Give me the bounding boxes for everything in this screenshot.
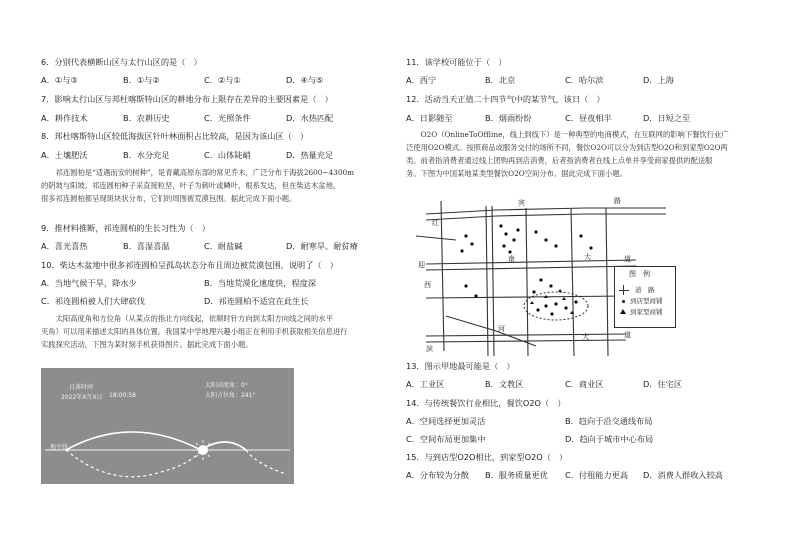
passage-line: 务。下图为中国某地某类型餐饮O2O空间分布。据此完成下面小题。 [406, 169, 627, 178]
o2o-distribution-map [406, 196, 676, 356]
q11-stem: 11．该学校可能位于（ ） [406, 57, 507, 67]
road-label: 宾 [518, 199, 525, 207]
q14-stem: 14．与传统餐饮行业相比，餐饮O2O（ ） [406, 398, 566, 408]
q7-option-d: D．水热匹配 [286, 113, 334, 123]
q12-option-a: A．日影随至 [406, 113, 453, 123]
q10-stem: 10．柴达木盆地中很多祁连圆柏呈孤岛状态分布且周边被荒漠包围，说明了（ ） [41, 260, 338, 270]
passage-line: O2O（OnlineToOffline，线上到线下）是一种典型的电商模式，在互联网的影响下餐饮行业广 [406, 130, 729, 139]
horizon-label: 地平线 [50, 444, 69, 451]
q7-option-c: C．光照条件 [204, 113, 251, 123]
q14-option-b: B．趋向于沿交通线布局 [565, 416, 653, 426]
phone-sun-screenshot [41, 368, 294, 484]
q7-option-a: A．耕作技术 [41, 113, 88, 123]
legend-home-label: 到家型商铺 [630, 308, 663, 316]
q12-option-b: B．烟雨纷纷 [485, 113, 532, 123]
legend-road-label: 道 路 [635, 286, 655, 294]
q11-option-a: A．西宁 [406, 75, 437, 85]
road-label: 河 [498, 325, 505, 333]
q13-stem: 13．图示甲地最可能是（ ） [406, 361, 515, 371]
passage-solar-angles [41, 312, 347, 351]
q9-option-d: D．耐寒旱、耐贫瘠 [286, 241, 358, 251]
q11-option-d: D．上海 [643, 75, 674, 85]
road-label: 大 [584, 253, 591, 261]
q10-option-b: B．当地荒漠化速度快，程度深 [204, 278, 317, 288]
q12-option-c: C．昼夜相半 [565, 113, 612, 123]
road-label: 西 [424, 281, 431, 289]
passage-line: 泛使用O2O模式。按照商品或服务交付的场所不同，餐饮O2O可以分为到店型O2O和到家型O2O两 [406, 143, 728, 152]
q7-option-b: B．农耕历史 [123, 113, 170, 123]
store-type-markers [460, 224, 622, 315]
road-label: 路 [614, 197, 621, 205]
q10-option-d: D．祁连圆柏不适宜在此生长 [204, 296, 309, 306]
azimuth-label: 太阳方位角：241° [205, 392, 256, 399]
q14-option-d: D．趋向于城市中心布局 [565, 434, 654, 444]
home-legend-icon [620, 309, 626, 314]
q8-option-d: D．热量充足 [286, 150, 334, 160]
road-label: 迎 [418, 261, 425, 269]
q10-option-c: C．祁连圆柏被人们大肆砍伐 [41, 296, 145, 306]
q14-option-a: A．空间选择更加灵活 [406, 416, 486, 426]
q6-option-b: B．①与② [123, 75, 160, 85]
road-label: 滨 [426, 345, 433, 353]
store-legend-icon [622, 300, 625, 303]
q13-option-d: D．住宅区 [643, 379, 683, 389]
q15-option-b: B．服务质量更优 [485, 470, 548, 480]
map-legend [614, 266, 676, 328]
sunset-time-label: 日落时间 [69, 384, 94, 391]
legend-store-label: 到店型商铺 [630, 297, 663, 305]
legend-title: 图 例 [629, 270, 650, 278]
sun-path-dash-right [246, 450, 286, 474]
road-label: 红 [432, 219, 439, 227]
passage-line: 祁连圆柏是“适遇而安的树种”，是青藏高原东部的常见乔木，广泛分布于海拔2600~4300m [41, 168, 355, 177]
q15-option-d: D．消费人群收入较高 [643, 470, 723, 480]
passage-o2o [406, 128, 729, 180]
q12-stem: 12．活动当天正值二十四节气中的某节气，该日（ ） [406, 94, 605, 104]
road-label: 道 [624, 331, 631, 339]
q9-stem: 9．推材料推断，祁连圆柏的生长习性为（ ） [41, 223, 210, 233]
passage-line: 实践探究活动，下图为某时刻手机获得图片。据此完成下面小题。 [41, 340, 253, 349]
passage-line: 类。前者指消费者通过线上团购再到店消费，后者指消费者在线上点单并享受商家提供的配送服 [406, 156, 713, 165]
passage-line: 太阳高度角和方位角（从某点的指北方向线起，依顺时针方向到太阳方向线之间的水平 [41, 314, 333, 323]
q7-stem: 7．影响太行山区与邦杜喀斯特山区的耕地分布上限存在差异的主要因素是（ ） [41, 94, 333, 104]
q8-option-b: B．水分充足 [123, 150, 170, 160]
q8-option-c: C．山体陡峭 [204, 150, 251, 160]
passage-line: 的阴坡与阳坡。祁连圆柏种子采直接粒坚，叶子为刺叶或鳞叶，根系发达，但在柴达木盆地， [41, 181, 341, 190]
q14-option-c: C．空间布局更加集中 [406, 434, 486, 444]
q6-option-c: C．②与① [204, 75, 241, 85]
q10-option-a: A．当地气候干旱，降水少 [41, 278, 137, 288]
q15-option-a: A．分布较为分散 [406, 470, 469, 480]
passage-qilian-juniper [41, 166, 354, 205]
q6-stem: 6．分别代表横断山区与太行山区的是（ ） [41, 57, 202, 67]
passage-line: 夹角）可以用来描述太阳的具体位置。我国某中学地理兴趣小组正在利用手机获取相关信息进行 [41, 327, 348, 336]
time-label: 18:00:58 [109, 392, 136, 399]
altitude-label: 太阳高度角：0° [205, 382, 248, 389]
sun-path-arc [66, 432, 201, 450]
q9-option-b: B．喜湿喜温 [123, 241, 170, 251]
road-legend-icon [619, 285, 629, 295]
date-label: 2022年X月X日 [61, 394, 103, 401]
q13-option-c: C．商业区 [565, 379, 604, 389]
road-label: 道 [624, 255, 631, 263]
sun-path-diagram [41, 368, 294, 484]
q9-option-c: C．耐盐碱 [204, 241, 243, 251]
sun-icon [198, 445, 208, 455]
q11-option-c: C．哈尔滨 [565, 75, 604, 85]
q12-option-d: D．日短之至 [643, 113, 691, 123]
q13-option-a: A．工业区 [406, 379, 445, 389]
road-label: 南 [508, 255, 515, 263]
q11-option-b: B．北京 [485, 75, 516, 85]
q15-stem: 15．与到店型O2O相比，到家型O2O（ ） [406, 452, 568, 462]
q9-option-a: A．喜光喜热 [41, 241, 88, 251]
q15-option-c: C．付租能力更高 [565, 470, 629, 480]
q6-option-a: A．①与③ [41, 75, 78, 85]
q8-stem: 8．邦杜喀斯特山区较低海拔区针叶林面积占比较高，是因为该山区（ ） [41, 131, 309, 141]
passage-line: 很多祁连圆柏都呈现斑块状分布，它们的周围被荒漠包围。据此完成下面小题。 [41, 194, 297, 203]
road-label: 大 [582, 333, 589, 341]
q6-option-d: D．④与⑤ [286, 75, 324, 85]
sun-path-below-horizon [66, 450, 201, 477]
q8-option-a: A．土壤肥沃 [41, 150, 88, 160]
q13-option-b: B．文教区 [485, 379, 524, 389]
